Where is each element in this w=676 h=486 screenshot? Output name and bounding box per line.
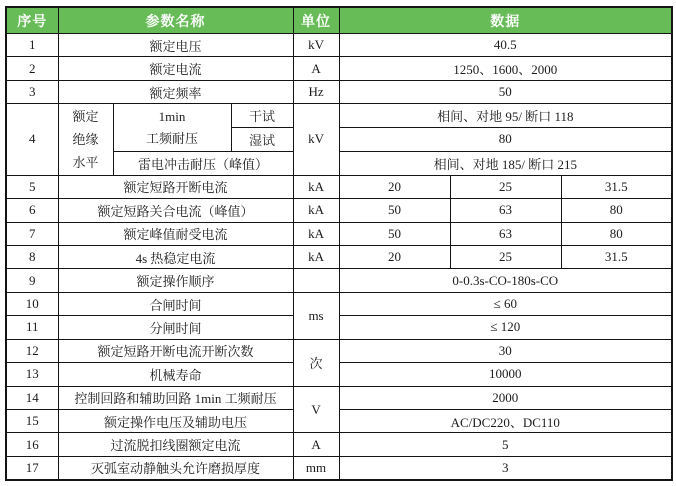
cell-no: 16: [6, 433, 58, 456]
cell-no: 3: [6, 80, 58, 103]
cell-data: ≤ 120: [339, 316, 672, 339]
cell-param: 额定频率: [58, 80, 293, 103]
table-row-16: [6, 433, 672, 456]
cell-data: AC/DC220、DC110: [339, 410, 672, 433]
cell-param: 分闸时间: [58, 316, 293, 339]
cell-data-2: 63: [450, 199, 561, 222]
cell-dry-test: 干试: [231, 104, 293, 128]
table-row-1: [6, 34, 672, 57]
cell-param: 机械寿命: [58, 363, 293, 386]
cell-unit: kA: [293, 222, 339, 245]
cell-unit: kV: [293, 104, 339, 175]
cell-data: 40.5: [339, 34, 672, 57]
header-row: [6, 7, 672, 34]
table-row-6: [6, 199, 672, 222]
cell-insulation-level: [58, 104, 113, 175]
cell-data-1: 50: [339, 222, 450, 245]
cell-unit: Hz: [293, 80, 339, 103]
cell-data-2: 25: [450, 245, 561, 268]
cell-unit: mm: [293, 456, 339, 480]
cell-no: 15: [6, 410, 58, 433]
cell-data-lightning: 相间、对地 185/ 断口 215: [339, 151, 672, 175]
table-row-9: [6, 269, 672, 292]
cell-param: 过流脱扣线圈额定电流: [58, 433, 293, 456]
cell-data-dry: 相间、对地 95/ 断口 118: [339, 104, 672, 128]
cell-data-wet: 80: [339, 128, 672, 152]
cell-data-3: 31.5: [561, 245, 672, 268]
cell-no: 13: [6, 363, 58, 386]
cell-data-2: 63: [450, 222, 561, 245]
cell-unit: 次: [293, 339, 339, 386]
cell-unit: A: [293, 433, 339, 456]
cell-param: 额定短路开断电流开断次数: [58, 339, 293, 362]
cell-data: 50: [339, 80, 672, 103]
table-row-8: [6, 245, 672, 268]
table-row-3: [6, 80, 672, 103]
cell-param: 额定操作顺序: [58, 269, 293, 292]
cell-no: 1: [6, 34, 58, 57]
cell-data: 0-0.3s-CO-180s-CO: [339, 269, 672, 292]
cell-data-3: 80: [561, 222, 672, 245]
cell-data: 3: [339, 456, 672, 480]
cell-data-1: 20: [339, 245, 450, 268]
cell-unit: kA: [293, 199, 339, 222]
cell-no: 14: [6, 386, 58, 409]
spec-table: [5, 6, 673, 481]
cell-param: 灭弧室动静触头允许磨损厚度: [58, 456, 293, 480]
table-row-15: [6, 410, 672, 433]
cell-param: 额定短路开断电流: [58, 175, 293, 198]
cell-param: 额定操作电压及辅助电压: [58, 410, 293, 433]
table-row-2: [6, 57, 672, 80]
cell-unit: [293, 269, 339, 292]
insulation-level-line2: 绝缘: [72, 131, 99, 147]
cell-wet-test: 湿试: [231, 128, 293, 152]
cell-param: 合闸时间: [58, 292, 293, 315]
cell-data-2: 25: [450, 175, 561, 198]
cell-param: 额定峰值耐受电流: [58, 222, 293, 245]
cell-unit: kA: [293, 175, 339, 198]
cell-data-1: 20: [339, 175, 450, 198]
cell-lightning-impulse: 雷电冲击耐压（峰值）: [113, 151, 293, 175]
cell-no: 2: [6, 57, 58, 80]
cell-power-frequency-withstand: [113, 104, 231, 152]
cell-param: 额定电流: [58, 57, 293, 80]
power-frequency-line1: 1min: [158, 108, 186, 124]
table-row-10: [6, 292, 672, 315]
cell-data: 1250、1600、2000: [339, 57, 672, 80]
cell-unit: A: [293, 57, 339, 80]
cell-no: 8: [6, 245, 58, 268]
insulation-level-line3: 水平: [72, 154, 99, 170]
cell-data: ≤ 60: [339, 292, 672, 315]
table-row-14: [6, 386, 672, 409]
insulation-level-line1: 额定: [72, 108, 99, 124]
power-frequency-line2: 工频耐压: [145, 130, 198, 146]
cell-no: 6: [6, 199, 58, 222]
cell-data: 2000: [339, 386, 672, 409]
cell-no: 17: [6, 456, 58, 480]
cell-param: 控制回路和辅助回路 1min 工频耐压: [58, 386, 293, 409]
cell-data: 30: [339, 339, 672, 362]
cell-data: 5: [339, 433, 672, 456]
cell-unit: kV: [293, 34, 339, 57]
cell-no: 10: [6, 292, 58, 315]
header-param: 参数名称: [58, 7, 293, 34]
cell-data: 10000: [339, 363, 672, 386]
cell-unit: ms: [293, 292, 339, 339]
table-row-12: [6, 339, 672, 362]
header-unit: 单位: [293, 7, 339, 34]
cell-data-3: 31.5: [561, 175, 672, 198]
cell-no: 12: [6, 339, 58, 362]
cell-unit: V: [293, 386, 339, 433]
cell-unit: kA: [293, 245, 339, 268]
table-row-17: [6, 456, 672, 480]
cell-param: 4s 热稳定电流: [58, 245, 293, 268]
cell-no: 4: [6, 104, 58, 175]
cell-data-3: 80: [561, 199, 672, 222]
table-row-7: [6, 222, 672, 245]
table-row-4a: [6, 104, 672, 128]
header-data: 数据: [339, 7, 672, 34]
header-no: 序号: [6, 7, 58, 34]
cell-data-1: 50: [339, 199, 450, 222]
table-row-13: [6, 363, 672, 386]
cell-no: 5: [6, 175, 58, 198]
cell-no: 7: [6, 222, 58, 245]
cell-no: 9: [6, 269, 58, 292]
table-row-11: [6, 316, 672, 339]
table-row-5: [6, 175, 672, 198]
cell-param: 额定电压: [58, 34, 293, 57]
cell-no: 11: [6, 316, 58, 339]
cell-param: 额定短路关合电流（峰值）: [58, 199, 293, 222]
